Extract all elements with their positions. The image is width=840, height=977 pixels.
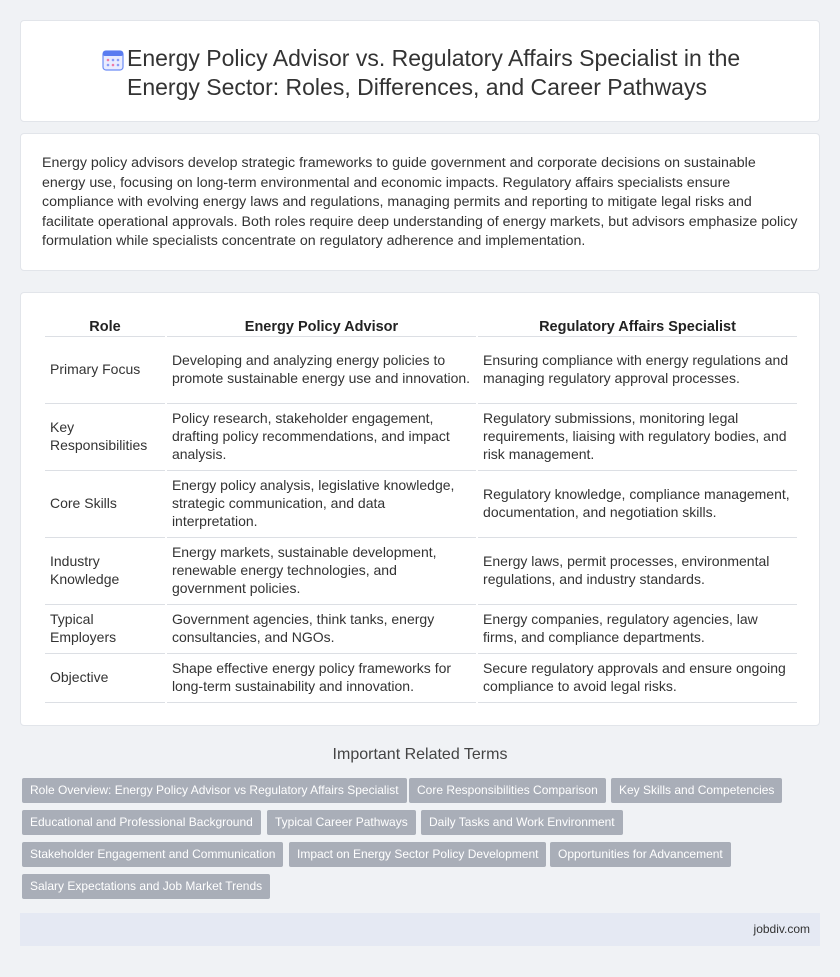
row-advisor: Energy markets, sustainable development, renewable energy technologies, and government policies.: [167, 538, 476, 605]
row-advisor: Shape effective energy policy frameworks for long-term sustainability and innovation.: [167, 654, 476, 703]
row-role: Key Responsibilities: [45, 404, 165, 471]
row-role: Industry Knowledge: [45, 538, 165, 605]
intro-card: [20, 133, 820, 271]
related-term-tag[interactable]: Typical Career Pathways: [267, 810, 416, 835]
table-row: [45, 538, 797, 605]
comparison-card: [20, 292, 820, 726]
related-term-tag[interactable]: Daily Tasks and Work Environment: [421, 810, 623, 835]
table-row: [45, 654, 797, 703]
related-term-tag[interactable]: Impact on Energy Sector Policy Development: [289, 842, 546, 867]
row-role: Primary Focus: [45, 337, 165, 404]
related-term-tag[interactable]: Educational and Professional Background: [22, 810, 261, 835]
row-specialist: Energy laws, permit processes, environmental regulations, and industry standards.: [478, 538, 797, 605]
header-advisor: Energy Policy Advisor: [167, 315, 476, 337]
table-header-row: [45, 315, 797, 337]
related-terms-list: [22, 778, 812, 906]
related-terms-title: Important Related Terms: [332, 746, 508, 763]
row-role: Core Skills: [45, 471, 165, 538]
header-role: Role: [45, 315, 165, 337]
row-role: Typical Employers: [45, 605, 165, 654]
table-row: [45, 337, 797, 404]
row-specialist: Regulatory knowledge, compliance management, documentation, and negotiation skills.: [478, 471, 797, 538]
related-term-tag[interactable]: Role Overview: Energy Policy Advisor vs Regulatory Affairs Specialist: [22, 778, 407, 803]
footer: [20, 913, 820, 946]
related-term-tag[interactable]: Core Responsibilities Comparison: [409, 778, 606, 803]
row-advisor: Government agencies, think tanks, energy consultancies, and NGOs.: [167, 605, 476, 654]
header-specialist: Regulatory Affairs Specialist: [478, 315, 797, 337]
related-term-tag[interactable]: Key Skills and Competencies: [611, 778, 782, 803]
table-row: [45, 605, 797, 654]
related-term-tag[interactable]: Stakeholder Engagement and Communication: [22, 842, 283, 867]
site-link[interactable]: jobdiv.com: [753, 922, 810, 936]
related-term-tag[interactable]: Opportunities for Advancement: [550, 842, 731, 867]
related-term-tag[interactable]: Salary Expectations and Job Market Trends: [22, 874, 270, 899]
header-card: [20, 20, 820, 122]
row-specialist: Regulatory submissions, monitoring legal requirements, liaising with regulatory bodies, and risk management.: [478, 404, 797, 471]
table-row: [45, 404, 797, 471]
row-advisor: Energy policy analysis, legislative knowledge, strategic communication, and data interpretation.: [167, 471, 476, 538]
calendar-icon: [101, 48, 125, 72]
row-advisor: Developing and analyzing energy policies to promote sustainable energy use and innovation.: [167, 337, 476, 404]
table-row: [45, 471, 797, 538]
row-role: Objective: [45, 654, 165, 703]
row-advisor: Policy research, stakeholder engagement, drafting policy recommendations, and impact analysis.: [167, 404, 476, 471]
page-title: Energy Policy Advisor vs. Regulatory Affairs Specialist in the Energy Sector: Roles, Differences, and Career Pathways: [127, 45, 741, 100]
comparison-table: [43, 315, 799, 703]
row-specialist: Energy companies, regulatory agencies, law firms, and compliance departments.: [478, 605, 797, 654]
intro-paragraph: Energy policy advisors develop strategic frameworks to guide government and corporate decisions on sustainable energy use, focusing on long-term environmental and economic impacts. Regulatory affairs specialists ensure compliance with evolving energy laws and regulations, managing permits and reporting to mitigate legal risks and facilitate operational approvals. Both roles require deep understanding of energy markets, but advisors emphasize policy formulation while specialists concentrate on regulatory adherence and implementation.: [42, 155, 798, 250]
row-specialist: Ensuring compliance with energy regulations and managing regulatory approval processes.: [478, 337, 797, 404]
row-specialist: Secure regulatory approvals and ensure ongoing compliance to avoid legal risks.: [478, 654, 797, 703]
